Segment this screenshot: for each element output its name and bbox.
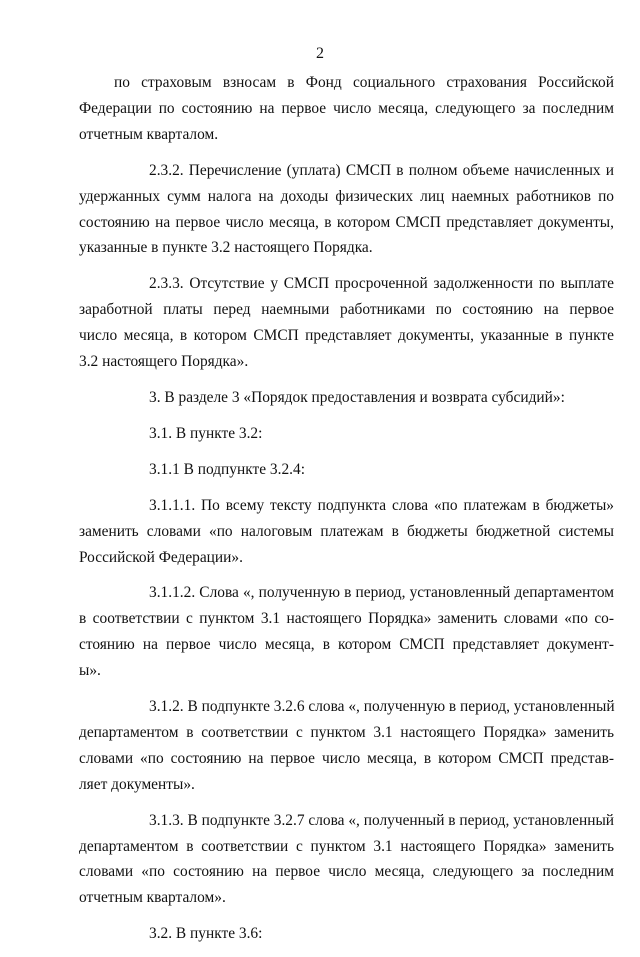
text-line: заработной платы перед наемными работниками по состоянию на первое [79,301,614,319]
paragraph-3-1-1-2 [79,580,614,684]
text-line: 3.1.3. В подпункте 3.2.7 слова «, полученный в период, установленный [149,811,615,829]
paragraph-continuation [79,70,614,148]
paragraph-2-3-2 [79,158,614,262]
text-line: 3.1.1 В подпункте 3.2.4: [149,460,305,478]
text-line: указанные в пункте 3.2 настоящего Порядка. [79,239,373,257]
text-line: словами «по состоянию на первое число месяца, в котором СМСП представ- [79,749,614,767]
text-line: департаментом в соответствии с пунктом 3.1 настоящего Порядка» заменить [79,837,614,855]
text-line: 2.3.3. Отсутствие у СМСП просроченной задолженности по выплате [149,275,614,293]
paragraph-3-1-2 [79,694,615,798]
page-number: 2 [316,45,324,62]
text-line: 3.1.1.2. Слова «, полученную в период, установленный департаментом [149,584,614,602]
paragraph-3-1-3 [79,808,615,912]
text-line: ы». [79,662,101,680]
text-line: 3.2. В пункте 3.6: [149,925,263,943]
text-line: число месяца, в котором СМСП представляет документы, указанные в пункте [79,327,614,345]
text-line: Российской Федерации». [79,548,243,566]
text-line: отчетным кварталом». [79,889,226,907]
text-line: ляет документы». [79,775,195,793]
text-line: 3.1. В пункте 3.2: [149,424,263,442]
text-line: 3.2 настоящего Порядка». [79,353,249,371]
text-line: 3.1.2. В подпункте 3.2.6 слова «, полученную в период, установленный [149,698,615,716]
text-line: Федерации по состоянию на первое число месяца, следующего за последним [79,99,614,117]
paragraph-2-3-3 [79,271,614,375]
paragraph-3-1-1-1 [79,493,614,571]
text-line: департаментом в соответствии с пунктом 3.1 настоящего Порядка» заменить [79,723,614,741]
paragraph-3-1-1 [114,457,614,483]
paragraph-3-2 [114,921,614,947]
text-line: стоянию на первое число месяца, в котором СМСП представляет документ- [79,636,614,654]
paragraph-3 [114,385,614,411]
text-line: в соответствии с пунктом 3.1 настоящего Порядка» заменить словами «по со- [79,610,614,628]
text-line: по страховым взносам в Фонд социального страхования Российской [114,74,614,91]
text-line: заменить словами «по налоговым платежам в бюджеты бюджетной системы [79,522,614,540]
text-line: 3.1.1.1. По всему тексту подпункта слова «по платежам в бюджеты» [149,496,614,514]
text-line: 3. В разделе 3 «Порядок предоставления и возврата субсидий»: [149,388,565,406]
text-line: отчетным кварталом. [79,125,219,143]
text-line: словами «по состоянию на первое число месяца, следующего за последним [79,863,614,881]
text-line: удержанных сумм налога на доходы физических лиц наемных работников по [79,187,614,205]
text-line: состоянию на первое число месяца, в котором СМСП представляет документы, [79,213,614,231]
document-body [79,70,615,957]
paragraph-3-1 [114,421,614,447]
text-line: 2.3.2. Перечисление (уплата) СМСП в полном объеме начисленных и [149,161,614,179]
